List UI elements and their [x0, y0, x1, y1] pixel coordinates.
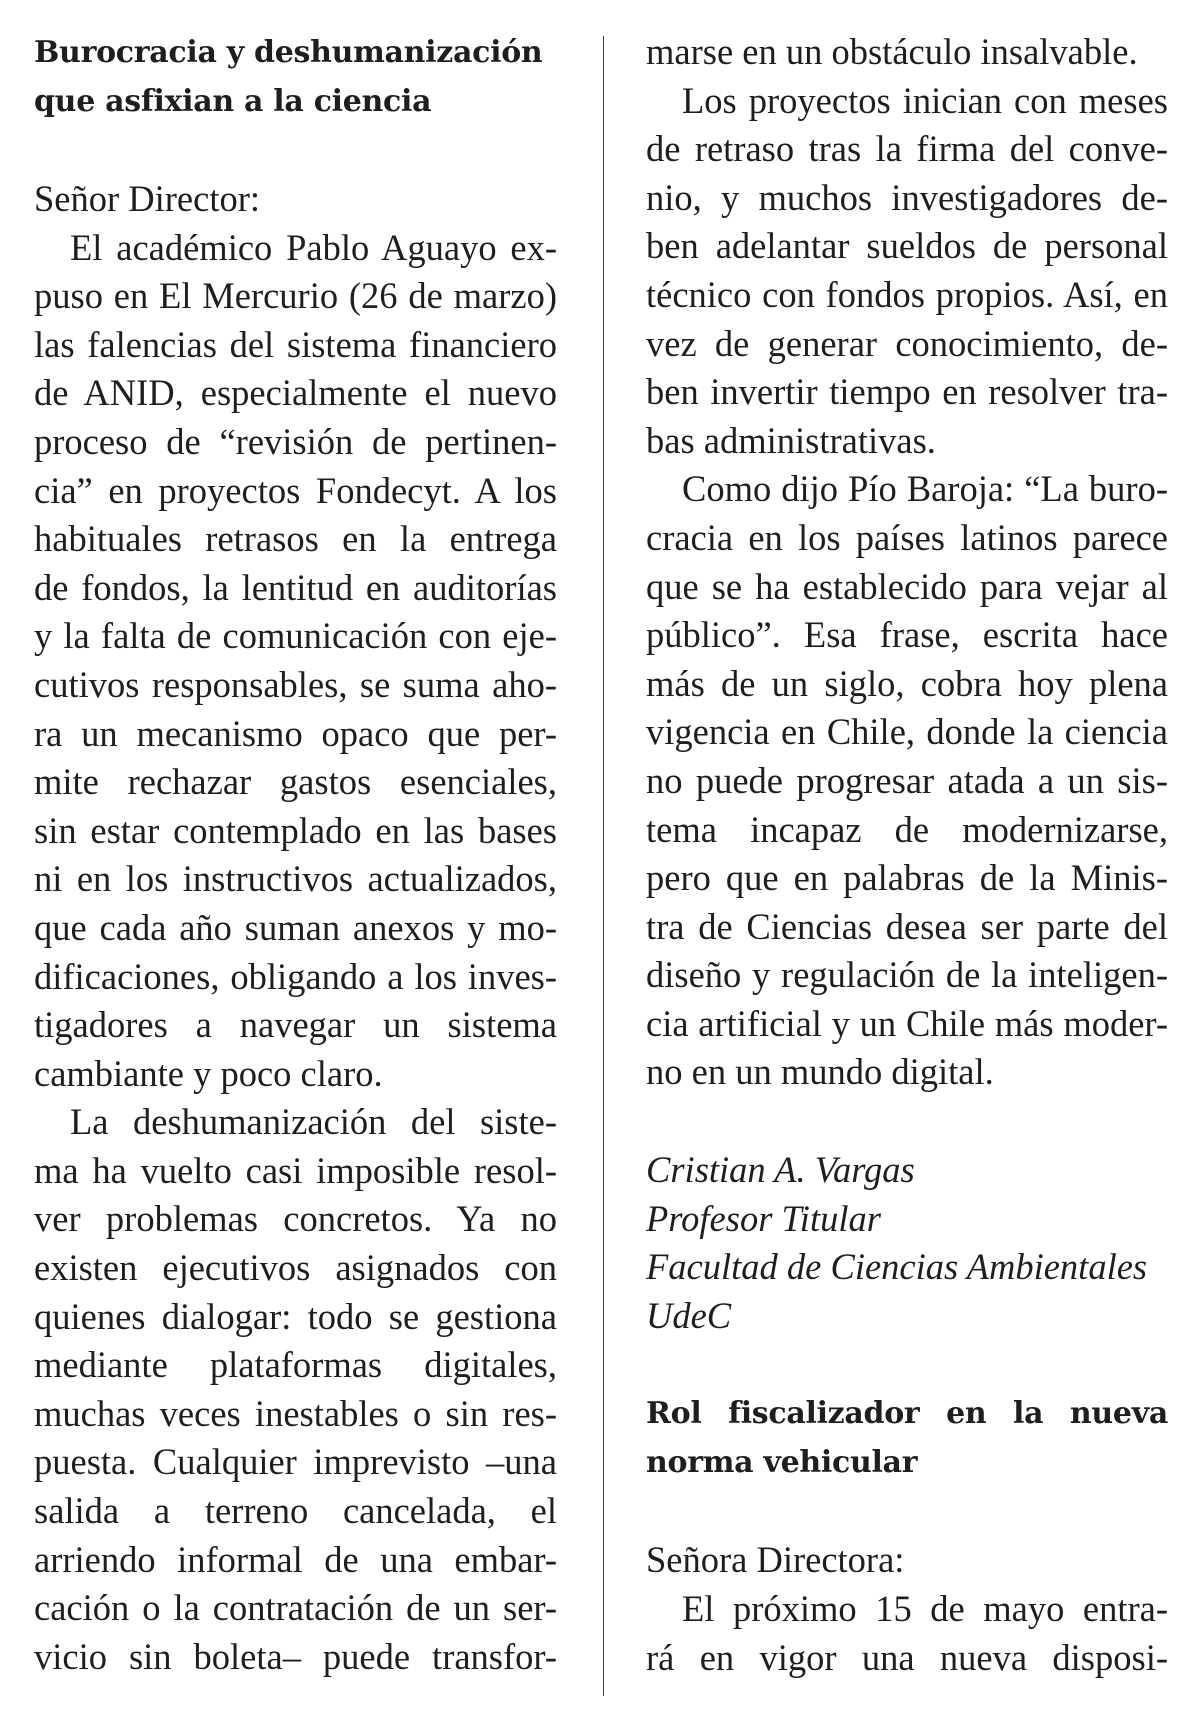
text-line: arriendo informal de una embar-	[34, 1538, 557, 1580]
text-line: ver problemas concretos. Ya no	[34, 1198, 557, 1240]
text-line: muchas veces inestables o sin res-	[34, 1392, 557, 1434]
text-line: proceso de “revisión de pertinen-	[34, 420, 557, 462]
letter2-paragraph-1	[646, 1585, 1168, 1682]
letter1-paragraph-4	[646, 465, 1168, 1097]
text-line: ni en los instructivos actualizados,	[34, 858, 557, 900]
signature-institution: UdeC	[646, 1294, 732, 1336]
text-line: no puede progresar atada a un sis-	[646, 759, 1168, 801]
text-line: ra un mecanismo opaco que per-	[34, 712, 557, 754]
text-line: existen ejecutivos asignados con	[34, 1247, 557, 1289]
right-column	[646, 28, 1168, 1682]
signature-faculty: Facultad de Ciencias Ambientales	[646, 1246, 1148, 1288]
text-line: ben invertir tiempo en resolver tra-	[646, 371, 1168, 413]
text-line: cracia en los países latinos parece	[646, 516, 1168, 558]
text-line: El académico Pablo Aguayo ex-	[70, 226, 557, 268]
text-line: de fondos, la lentitud en auditorías	[34, 566, 557, 608]
text-line: La deshumanización del siste-	[70, 1101, 557, 1143]
signature-name: Cristian A. Vargas	[646, 1149, 915, 1191]
letter2-headline-line: norma vehicular	[646, 1445, 918, 1481]
text-line: bas administrativas.	[646, 419, 936, 461]
letter1-signature	[646, 1146, 1168, 1340]
letter1-paragraph-2-continued	[646, 28, 1168, 77]
text-line: público”. Esa frase, escrita hace	[646, 614, 1168, 656]
text-line: tema incapaz de modernizarse,	[646, 808, 1168, 850]
text-line: El próximo 15 de mayo entra-	[682, 1588, 1168, 1630]
text-line: puso en El Mercurio (26 de marzo)	[34, 275, 557, 317]
text-line: puesta. Cualquier imprevisto –una	[34, 1441, 557, 1483]
text-line: mediante plataformas digitales,	[34, 1344, 557, 1386]
text-line: tigadores a navegar un sistema	[34, 1004, 557, 1046]
text-line: cambiante y poco claro.	[34, 1052, 383, 1094]
text-line: técnico con fondos propios. Así, en	[646, 273, 1168, 315]
text-line: dificaciones, obligando a los inves-	[34, 955, 557, 997]
left-column	[34, 28, 557, 1681]
text-line: salida a terreno cancelada, el	[34, 1490, 557, 1532]
letter1-paragraph-1	[34, 224, 557, 1099]
text-line: cia” en proyectos Fondecyt. A los	[34, 469, 557, 511]
signature-title: Profesor Titular	[646, 1197, 881, 1239]
text-line: vicio sin boleta– puede transfor-	[34, 1635, 557, 1677]
letter1-paragraph-3	[646, 77, 1168, 466]
letter2-salutation: Señora Directora:	[646, 1539, 905, 1581]
text-line: de ANID, especialmente el nuevo	[34, 372, 557, 414]
text-line: cia artificial y un Chile más moder-	[646, 1002, 1168, 1044]
text-line: ben adelantar sueldos de personal	[646, 225, 1168, 267]
text-line: vez de generar conocimiento, de-	[646, 322, 1168, 364]
letter2-headline-line: Rol fiscalizador en la nueva	[646, 1396, 1168, 1432]
letter1-paragraph-2	[34, 1098, 557, 1681]
text-line: ma ha vuelto casi imposible resol-	[34, 1149, 557, 1191]
text-line: las falencias del sistema financiero	[34, 323, 557, 365]
text-line: nio, y muchos investigadores de-	[646, 176, 1168, 218]
text-line: tra de Ciencias desea ser parte del	[646, 905, 1168, 947]
text-line: quienes dialogar: todo se gestiona	[34, 1295, 557, 1337]
text-line: y la falta de comunicación con eje-	[34, 615, 557, 657]
text-line: más de un siglo, cobra hoy plena	[646, 662, 1168, 704]
text-line: que cada año suman anexos y mo-	[34, 906, 557, 948]
text-line: mite rechazar gastos esenciales,	[34, 761, 557, 803]
letter1-headline-line: que asfixian a la ciencia	[34, 84, 432, 119]
letter1-headline-line: Burocracia y deshumanización	[34, 35, 543, 70]
text-line: sin estar contemplado en las bases	[34, 809, 557, 851]
column-divider	[603, 36, 604, 1696]
text-line: que se ha establecido para vejar al	[646, 565, 1168, 607]
text-line: rá en vigor una nueva disposi-	[646, 1636, 1168, 1678]
text-line: diseño y regulación de la inteligen-	[646, 954, 1168, 996]
text-line: no en un mundo digital.	[646, 1051, 994, 1093]
text-line: habituales retrasos en la entrega	[34, 518, 557, 560]
letter1-salutation: Señor Director:	[34, 178, 261, 219]
text-line: Como dijo Pío Baroja: “La buro-	[682, 468, 1168, 510]
letter2-headline	[646, 1389, 1168, 1487]
text-line: vigencia en Chile, donde la ciencia	[646, 711, 1168, 753]
text-line: cutivos responsables, se suma aho-	[34, 663, 557, 705]
text-line: pero que en palabras de la Minis-	[646, 857, 1168, 899]
text-line: marse en un obstáculo insalvable.	[646, 31, 1138, 72]
letter1-headline	[34, 28, 557, 126]
text-line: Los proyectos inician con meses	[682, 79, 1168, 121]
text-line: de retraso tras la firma del conve-	[646, 128, 1168, 170]
text-line: cación o la contratación de un ser-	[34, 1587, 557, 1629]
